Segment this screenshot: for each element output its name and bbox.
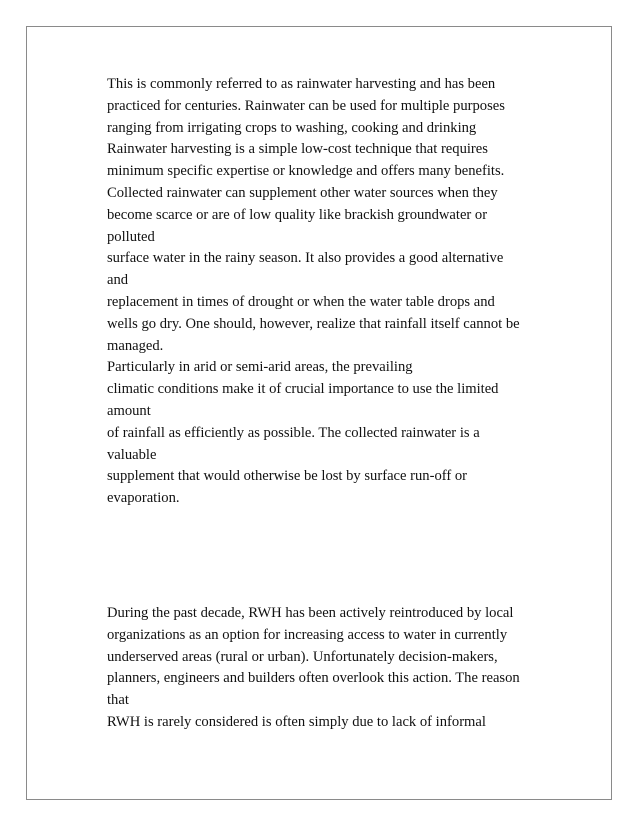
text-line: and	[107, 272, 129, 289]
paragraph-rainwater-harvesting	[107, 74, 587, 510]
text-line: climatic conditions make it of crucial importance to use the limited	[107, 381, 499, 398]
text-line: practiced for centuries. Rainwater can be used for multiple purposes	[107, 97, 505, 114]
text-line: become scarce or are of low quality like brackish groundwater or	[107, 206, 488, 223]
text-line: Rainwater harvesting is a simple low-cost technique that requires	[107, 141, 488, 158]
text-line: polluted	[107, 228, 155, 245]
text-line: ranging from irrigating crops to washing, cooking and drinking	[107, 119, 477, 136]
text-line: evaporation.	[107, 490, 180, 507]
text-line: Collected rainwater can supplement other water sources when they	[107, 184, 498, 201]
document-page	[26, 26, 612, 800]
text-line: wells go dry. One should, however, realize that rainfall itself cannot be	[107, 315, 520, 332]
text-line: planners, engineers and builders often overlook this action. The reason	[107, 670, 520, 687]
text-line: organizations as an option for increasing access to water in currently	[107, 626, 508, 643]
text-line: Particularly in arid or semi-arid areas, the prevailing	[107, 359, 413, 376]
text-line: that	[107, 692, 129, 709]
text-line: supplement that would otherwise be lost by surface run-off or	[107, 468, 468, 485]
text-line: replacement in times of drought or when the water table drops and	[107, 293, 495, 310]
paragraph-rwh-reintroduction	[107, 603, 587, 734]
text-line: valuable	[107, 446, 157, 463]
text-line: surface water in the rainy season. It also provides a good alternative	[107, 250, 504, 267]
text-line: underserved areas (rural or urban). Unfortunately decision-makers,	[107, 648, 498, 665]
text-line: managed.	[107, 337, 164, 354]
text-line: minimum specific expertise or knowledge and offers many benefits.	[107, 163, 505, 180]
text-line: amount	[107, 402, 151, 419]
text-line: This is commonly referred to as rainwater harvesting and has been	[107, 76, 496, 92]
text-line: of rainfall as efficiently as possible. The collected rainwater is a	[107, 424, 480, 441]
text-line: During the past decade, RWH has been actively reintroduced by local	[107, 605, 514, 621]
text-line: RWH is rarely considered is often simply due to lack of informal	[107, 713, 486, 730]
